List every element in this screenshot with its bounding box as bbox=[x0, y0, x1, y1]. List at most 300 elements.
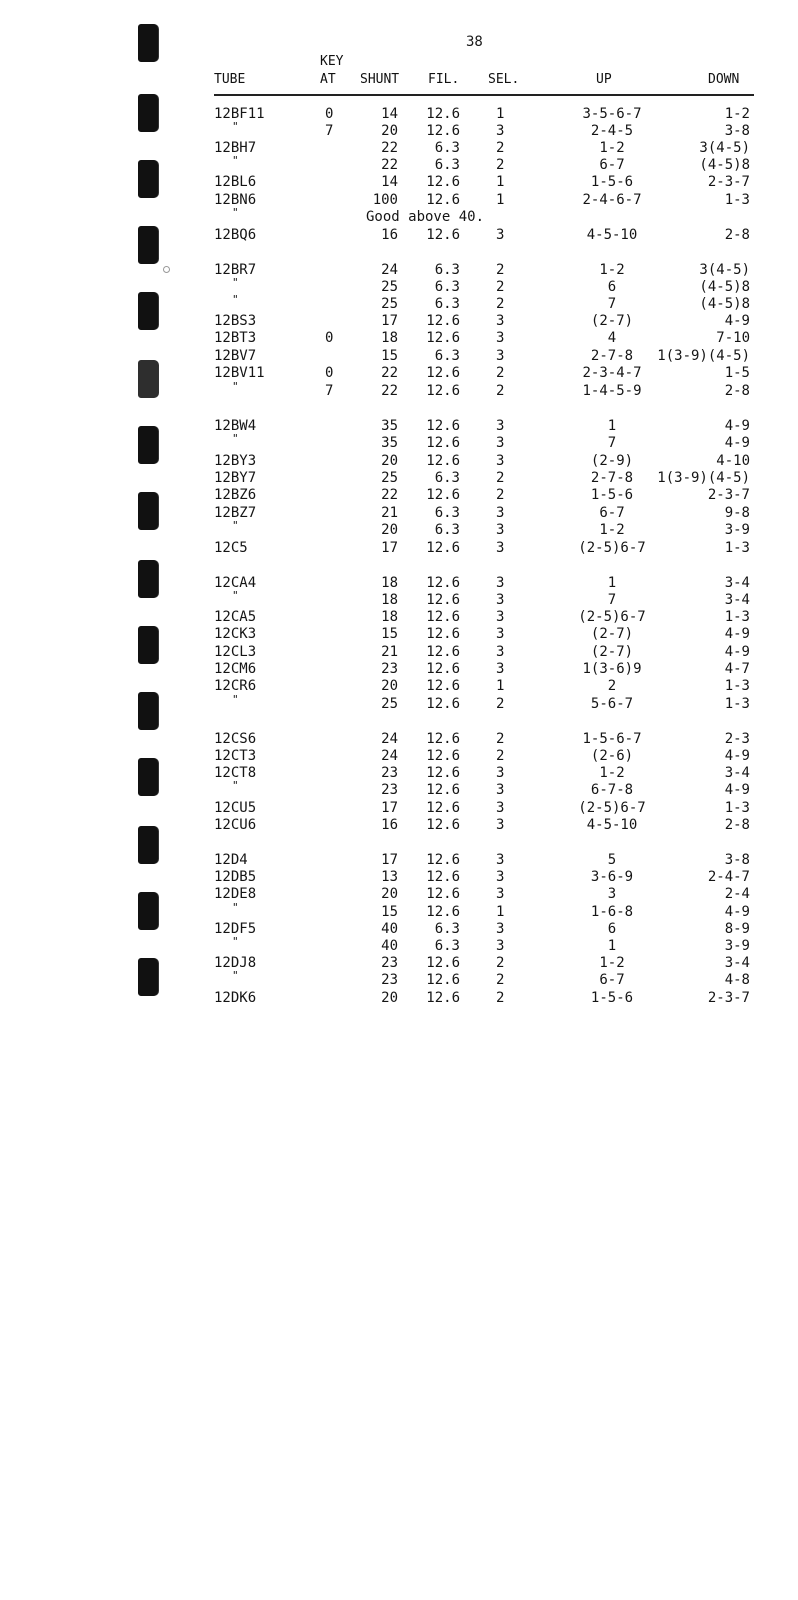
cell-up: 3-5-6-7 bbox=[582, 106, 642, 122]
cell-shunt: 17 bbox=[381, 313, 398, 329]
cell-tube: 12DK6 bbox=[214, 990, 257, 1006]
cell-fil: 12.6 bbox=[426, 748, 460, 764]
cell-up: 6-7 bbox=[599, 972, 625, 988]
cell-down: 1-3 bbox=[724, 696, 750, 712]
cell-tube: 12D4 bbox=[214, 852, 248, 868]
table-row bbox=[0, 990, 798, 1007]
cell-tube: 12CL3 bbox=[214, 644, 257, 660]
cell-fil: 12.6 bbox=[426, 800, 460, 816]
table-row bbox=[0, 174, 798, 191]
cell-shunt: 15 bbox=[381, 904, 398, 920]
cell-down: 3-4 bbox=[724, 765, 750, 781]
cell-down: 1-5 bbox=[724, 365, 750, 381]
cell-sel: 2 bbox=[496, 365, 505, 381]
cell-down: 1-3 bbox=[724, 678, 750, 694]
cell-up: 1 bbox=[607, 418, 617, 434]
cell-up: 1(3-6)9 bbox=[582, 661, 642, 677]
cell-up: (2-7) bbox=[590, 644, 634, 660]
header-key-line1: KEY bbox=[320, 54, 344, 69]
cell-shunt: 22 bbox=[381, 383, 398, 399]
cell-down: 3(4-5) bbox=[699, 140, 750, 156]
cell-shunt: 25 bbox=[381, 696, 398, 712]
cell-shunt: 40 bbox=[381, 921, 398, 937]
cell-fil: 12.6 bbox=[426, 106, 460, 122]
cell-fil: 12.6 bbox=[426, 174, 460, 190]
cell-down: 3(4-5) bbox=[699, 262, 750, 278]
cell-tube: " bbox=[232, 779, 239, 792]
table-row bbox=[0, 106, 798, 123]
cell-sel: 1 bbox=[496, 678, 505, 694]
table-row bbox=[0, 120, 798, 140]
cell-up: (2-9) bbox=[590, 453, 634, 469]
cell-tube: " bbox=[232, 154, 239, 167]
cell-down: 8-9 bbox=[724, 921, 750, 937]
cell-sel: 3 bbox=[496, 921, 505, 937]
cell-shunt: 100 bbox=[372, 192, 398, 208]
cell-shunt: 23 bbox=[381, 955, 398, 971]
cell-fil: 6.3 bbox=[434, 505, 460, 521]
cell-tube: 12CA4 bbox=[214, 575, 257, 591]
table-row bbox=[0, 418, 798, 435]
cell-down: 3-8 bbox=[724, 123, 750, 139]
table-row bbox=[0, 765, 798, 782]
table-row bbox=[0, 935, 798, 955]
cell-shunt: 17 bbox=[381, 540, 398, 556]
cell-tube: 12BT3 bbox=[214, 330, 257, 346]
page-number: 38 bbox=[466, 34, 483, 50]
cell-fil: 12.6 bbox=[426, 435, 460, 451]
cell-down: 1-3 bbox=[724, 609, 750, 625]
cell-tube: 12CT8 bbox=[214, 765, 257, 781]
cell-key-at: 0 bbox=[325, 365, 334, 381]
cell-up: 7 bbox=[607, 296, 617, 312]
table-row bbox=[0, 626, 798, 643]
cell-fil: 6.3 bbox=[434, 262, 460, 278]
cell-sel: 3 bbox=[496, 800, 505, 816]
cell-shunt: 25 bbox=[381, 470, 398, 486]
cell-shunt: 40 bbox=[381, 938, 398, 954]
cell-tube: 12CM6 bbox=[214, 661, 257, 677]
cell-fil: 12.6 bbox=[426, 869, 460, 885]
header-shunt: SHUNT bbox=[360, 72, 400, 87]
cell-up: 1-2 bbox=[599, 765, 625, 781]
table-row bbox=[0, 886, 798, 903]
cell-fil: 12.6 bbox=[426, 817, 460, 833]
cell-fil: 12.6 bbox=[426, 661, 460, 677]
cell-shunt: 16 bbox=[381, 227, 398, 243]
cell-up: 3-6-9 bbox=[590, 869, 634, 885]
cell-down: 1-3 bbox=[724, 192, 750, 208]
cell-up: 2 bbox=[607, 678, 617, 694]
cell-shunt: 20 bbox=[381, 522, 398, 538]
cell-sel: 3 bbox=[496, 938, 505, 954]
cell-fil: 12.6 bbox=[426, 904, 460, 920]
table-row bbox=[0, 540, 798, 557]
cell-key-at: 0 bbox=[325, 106, 334, 122]
cell-fil: 12.6 bbox=[426, 990, 460, 1006]
table-row bbox=[0, 678, 798, 695]
cell-fil: 6.3 bbox=[434, 921, 460, 937]
cell-down: 2-8 bbox=[724, 817, 750, 833]
cell-tube: 12DB5 bbox=[214, 869, 257, 885]
cell-shunt: 13 bbox=[381, 869, 398, 885]
cell-down: 1-2 bbox=[724, 106, 750, 122]
table-row bbox=[0, 293, 798, 313]
cell-tube: " bbox=[232, 380, 239, 393]
cell-tube: 12CS6 bbox=[214, 731, 257, 747]
table-row bbox=[0, 227, 798, 244]
cell-key-at: 7 bbox=[325, 383, 334, 399]
cell-up: 1-2 bbox=[599, 955, 625, 971]
table-row bbox=[0, 921, 798, 938]
cell-fil: 12.6 bbox=[426, 972, 460, 988]
table-row bbox=[0, 731, 798, 748]
cell-tube: " bbox=[232, 693, 239, 706]
cell-down: 4-9 bbox=[724, 626, 750, 642]
cell-sel: 3 bbox=[496, 505, 505, 521]
cell-up: 6-7-8 bbox=[590, 782, 634, 798]
cell-up: 4 bbox=[607, 330, 617, 346]
cell-down: 2-3-7 bbox=[707, 174, 750, 190]
cell-down: 4-10 bbox=[716, 453, 750, 469]
cell-shunt: 23 bbox=[381, 972, 398, 988]
cell-down: 4-7 bbox=[724, 661, 750, 677]
cell-up: 6-7 bbox=[599, 505, 625, 521]
cell-up: 7 bbox=[607, 592, 617, 608]
cell-tube: 12BL6 bbox=[214, 174, 257, 190]
cell-shunt: 22 bbox=[381, 140, 398, 156]
table-row bbox=[0, 779, 798, 799]
cell-sel: 2 bbox=[496, 696, 505, 712]
cell-down: 4-9 bbox=[724, 313, 750, 329]
cell-fil: 12.6 bbox=[426, 330, 460, 346]
cell-fil: 6.3 bbox=[434, 938, 460, 954]
table-row bbox=[0, 817, 798, 834]
cell-tube: 12BV7 bbox=[214, 348, 257, 364]
cell-up: 1-2 bbox=[599, 522, 625, 538]
cell-shunt: 20 bbox=[381, 453, 398, 469]
table-row bbox=[0, 453, 798, 470]
cell-shunt: 23 bbox=[381, 782, 398, 798]
cell-up: 1-4-5-9 bbox=[582, 383, 642, 399]
cell-shunt: 20 bbox=[381, 123, 398, 139]
cell-down: 3-4 bbox=[724, 575, 750, 591]
cell-sel: 3 bbox=[496, 330, 505, 346]
cell-tube: 12CR6 bbox=[214, 678, 257, 694]
header-key-line2: AT bbox=[320, 72, 336, 87]
header-down: DOWN bbox=[708, 72, 740, 87]
cell-sel: 3 bbox=[496, 869, 505, 885]
cell-shunt: 20 bbox=[381, 990, 398, 1006]
cell-down: 1-3 bbox=[724, 800, 750, 816]
cell-fil: 6.3 bbox=[434, 522, 460, 538]
table-row bbox=[0, 365, 798, 382]
cell-fil: 12.6 bbox=[426, 678, 460, 694]
cell-tube: 12BV11 bbox=[214, 365, 265, 381]
cell-down: 1(3-9)(4-5) bbox=[657, 348, 750, 364]
cell-down: 4-9 bbox=[724, 418, 750, 434]
cell-tube: 12DE8 bbox=[214, 886, 257, 902]
cell-shunt: 25 bbox=[381, 279, 398, 295]
cell-fil: 12.6 bbox=[426, 609, 460, 625]
table-row bbox=[0, 869, 798, 886]
table-row bbox=[0, 609, 798, 626]
cell-sel: 3 bbox=[496, 592, 505, 608]
table-row bbox=[0, 276, 798, 296]
table-row bbox=[0, 589, 798, 609]
cell-fil: 12.6 bbox=[426, 782, 460, 798]
cell-shunt: 25 bbox=[381, 296, 398, 312]
cell-down: 2-3-7 bbox=[707, 487, 750, 503]
cell-sel: 2 bbox=[496, 262, 505, 278]
cell-up: (2-5)6-7 bbox=[578, 609, 646, 625]
cell-key-at: 7 bbox=[325, 123, 334, 139]
cell-sel: 2 bbox=[496, 383, 505, 399]
table-row bbox=[0, 644, 798, 661]
cell-sel: 1 bbox=[496, 192, 505, 208]
cell-down: 4-9 bbox=[724, 435, 750, 451]
binder-hole bbox=[138, 24, 158, 62]
cell-tube: " bbox=[232, 293, 239, 306]
cell-shunt: 17 bbox=[381, 800, 398, 816]
cell-fil: 12.6 bbox=[426, 123, 460, 139]
cell-shunt: 24 bbox=[381, 748, 398, 764]
cell-sel: 1 bbox=[496, 174, 505, 190]
cell-down: (4-5)8 bbox=[699, 157, 750, 173]
cell-shunt: 24 bbox=[381, 262, 398, 278]
cell-fil: 6.3 bbox=[434, 470, 460, 486]
cell-sel: 2 bbox=[496, 140, 505, 156]
table-row bbox=[0, 313, 798, 330]
table-row bbox=[0, 348, 798, 365]
cell-sel: 3 bbox=[496, 123, 505, 139]
cell-sel: 3 bbox=[496, 817, 505, 833]
cell-sel: 3 bbox=[496, 575, 505, 591]
cell-up: 1-5-6-7 bbox=[582, 731, 642, 747]
cell-up: 2-3-4-7 bbox=[582, 365, 642, 381]
table-row bbox=[0, 575, 798, 592]
cell-tube: 12BS3 bbox=[214, 313, 257, 329]
cell-tube: 12CK3 bbox=[214, 626, 257, 642]
cell-up: 2-4-6-7 bbox=[582, 192, 642, 208]
cell-fil: 12.6 bbox=[426, 765, 460, 781]
header-up: UP bbox=[596, 72, 612, 87]
cell-tube: 12BZ7 bbox=[214, 505, 257, 521]
cell-shunt: 15 bbox=[381, 348, 398, 364]
cell-fil: 12.6 bbox=[426, 852, 460, 868]
cell-shunt: 22 bbox=[381, 365, 398, 381]
cell-up: 1-2 bbox=[599, 262, 625, 278]
cell-up: 1-5-6 bbox=[590, 487, 634, 503]
cell-sel: 3 bbox=[496, 435, 505, 451]
table-row bbox=[0, 901, 798, 921]
cell-tube: " bbox=[232, 589, 239, 602]
cell-up: 2-4-5 bbox=[590, 123, 634, 139]
cell-up: 5-6-7 bbox=[590, 696, 634, 712]
cell-fil: 6.3 bbox=[434, 157, 460, 173]
cell-up: 1-5-6 bbox=[590, 174, 634, 190]
cell-shunt: 18 bbox=[381, 330, 398, 346]
cell-fil: 12.6 bbox=[426, 365, 460, 381]
cell-shunt: 21 bbox=[381, 644, 398, 660]
cell-sel: 3 bbox=[496, 348, 505, 364]
cell-fil: 12.6 bbox=[426, 540, 460, 556]
cell-tube: " bbox=[232, 276, 239, 289]
cell-down: 4-9 bbox=[724, 644, 750, 660]
cell-sel: 3 bbox=[496, 661, 505, 677]
cell-down: 2-3 bbox=[724, 731, 750, 747]
table-row bbox=[0, 262, 798, 279]
cell-tube: " bbox=[232, 432, 239, 445]
cell-shunt: 22 bbox=[381, 487, 398, 503]
cell-fil: 6.3 bbox=[434, 140, 460, 156]
cell-sel: 1 bbox=[496, 106, 505, 122]
cell-sel: 3 bbox=[496, 852, 505, 868]
cell-fil: 12.6 bbox=[426, 487, 460, 503]
cell-tube: 12BZ6 bbox=[214, 487, 257, 503]
cell-fil: 12.6 bbox=[426, 886, 460, 902]
table-row bbox=[0, 154, 798, 174]
cell-fil: 12.6 bbox=[426, 418, 460, 434]
cell-sel: 2 bbox=[496, 470, 505, 486]
table-row bbox=[0, 969, 798, 989]
cell-tube: 12BH7 bbox=[214, 140, 257, 156]
cell-fil: 12.6 bbox=[426, 592, 460, 608]
cell-sel: 2 bbox=[496, 279, 505, 295]
table-row bbox=[0, 800, 798, 817]
cell-tube: 12CU5 bbox=[214, 800, 257, 816]
cell-shunt: 18 bbox=[381, 592, 398, 608]
table-row bbox=[0, 470, 798, 487]
cell-sel: 3 bbox=[496, 540, 505, 556]
cell-tube: 12DJ8 bbox=[214, 955, 257, 971]
cell-down: 2-4-7 bbox=[707, 869, 750, 885]
cell-tube: 12BR7 bbox=[214, 262, 257, 278]
cell-up: 2-7-8 bbox=[590, 348, 634, 364]
cell-sel: 2 bbox=[496, 731, 505, 747]
cell-down: 3-9 bbox=[724, 522, 750, 538]
table-row bbox=[0, 192, 798, 209]
cell-up: 3 bbox=[607, 886, 617, 902]
cell-sel: 3 bbox=[496, 227, 505, 243]
cell-down: (4-5)8 bbox=[699, 279, 750, 295]
cell-tube: " bbox=[232, 901, 239, 914]
cell-down: 1(3-9)(4-5) bbox=[657, 470, 750, 486]
cell-down: 2-8 bbox=[724, 227, 750, 243]
cell-tube: " bbox=[232, 206, 239, 219]
cell-up: 4-5-10 bbox=[586, 817, 638, 833]
cell-down: 3-4 bbox=[724, 955, 750, 971]
cell-tube: 12BW4 bbox=[214, 418, 257, 434]
header-tube: TUBE bbox=[214, 72, 246, 87]
cell-tube: 12BQ6 bbox=[214, 227, 257, 243]
cell-sel: 2 bbox=[496, 990, 505, 1006]
cell-up: 6-7 bbox=[599, 157, 625, 173]
cell-down: 2-8 bbox=[724, 383, 750, 399]
cell-tube: 12CU6 bbox=[214, 817, 257, 833]
cell-sel: 3 bbox=[496, 418, 505, 434]
cell-shunt: 16 bbox=[381, 817, 398, 833]
cell-fil: 12.6 bbox=[426, 644, 460, 660]
cell-up: 1-6-8 bbox=[590, 904, 634, 920]
cell-shunt: 15 bbox=[381, 626, 398, 642]
cell-sel: 3 bbox=[496, 644, 505, 660]
cell-sel: 3 bbox=[496, 313, 505, 329]
header-sel: SEL. bbox=[488, 72, 520, 87]
cell-down: (4-5)8 bbox=[699, 296, 750, 312]
cell-up: (2-5)6-7 bbox=[578, 800, 646, 816]
cell-tube: 12BY3 bbox=[214, 453, 257, 469]
cell-fil: 6.3 bbox=[434, 279, 460, 295]
cell-up: 5 bbox=[607, 852, 617, 868]
cell-up: (2-5)6-7 bbox=[578, 540, 646, 556]
cell-tube: " bbox=[232, 935, 239, 948]
table-row bbox=[0, 487, 798, 504]
cell-shunt: 14 bbox=[381, 174, 398, 190]
cell-down: 2-4 bbox=[724, 886, 750, 902]
cell-down: 4-9 bbox=[724, 748, 750, 764]
table-row bbox=[0, 380, 798, 400]
cell-down: 1-3 bbox=[724, 540, 750, 556]
table-row bbox=[0, 505, 798, 522]
cell-up: 1 bbox=[607, 575, 617, 591]
table-row bbox=[0, 519, 798, 539]
table-row bbox=[0, 852, 798, 869]
cell-down: 4-9 bbox=[724, 904, 750, 920]
cell-tube: 12CT3 bbox=[214, 748, 257, 764]
cell-shunt: 22 bbox=[381, 157, 398, 173]
cell-up: 6 bbox=[607, 279, 617, 295]
cell-sel: 3 bbox=[496, 609, 505, 625]
cell-sel: 3 bbox=[496, 453, 505, 469]
cell-shunt: 21 bbox=[381, 505, 398, 521]
cell-up: 1-2 bbox=[599, 140, 625, 156]
cell-up: 4-5-10 bbox=[586, 227, 638, 243]
cell-tube: 12DF5 bbox=[214, 921, 257, 937]
table-row bbox=[0, 330, 798, 347]
cell-shunt: 20 bbox=[381, 886, 398, 902]
cell-fil: 6.3 bbox=[434, 348, 460, 364]
cell-tube: " bbox=[232, 519, 239, 532]
cell-down: 3-9 bbox=[724, 938, 750, 954]
cell-down: 4-8 bbox=[724, 972, 750, 988]
cell-down: 3-8 bbox=[724, 852, 750, 868]
cell-fil: 12.6 bbox=[426, 696, 460, 712]
cell-up: 1-5-6 bbox=[590, 990, 634, 1006]
cell-up: 7 bbox=[607, 435, 617, 451]
cell-sel: 2 bbox=[496, 748, 505, 764]
table-row bbox=[0, 748, 798, 765]
cell-up: 1 bbox=[607, 938, 617, 954]
cell-up: (2-7) bbox=[590, 313, 634, 329]
cell-shunt: 23 bbox=[381, 661, 398, 677]
cell-tube: 12BN6 bbox=[214, 192, 257, 208]
cell-down: 2-3-7 bbox=[707, 990, 750, 1006]
cell-up: 6 bbox=[607, 921, 617, 937]
cell-shunt: 18 bbox=[381, 609, 398, 625]
cell-sel: 3 bbox=[496, 522, 505, 538]
cell-fil: 12.6 bbox=[426, 626, 460, 642]
cell-tube: " bbox=[232, 120, 239, 133]
cell-sel: 2 bbox=[496, 296, 505, 312]
cell-fil: 12.6 bbox=[426, 227, 460, 243]
header-fil: FIL. bbox=[428, 72, 460, 87]
cell-down: 4-9 bbox=[724, 782, 750, 798]
cell-sel: 3 bbox=[496, 886, 505, 902]
cell-tube: 12BY7 bbox=[214, 470, 257, 486]
cell-fil: 6.3 bbox=[434, 296, 460, 312]
cell-sel: 2 bbox=[496, 487, 505, 503]
